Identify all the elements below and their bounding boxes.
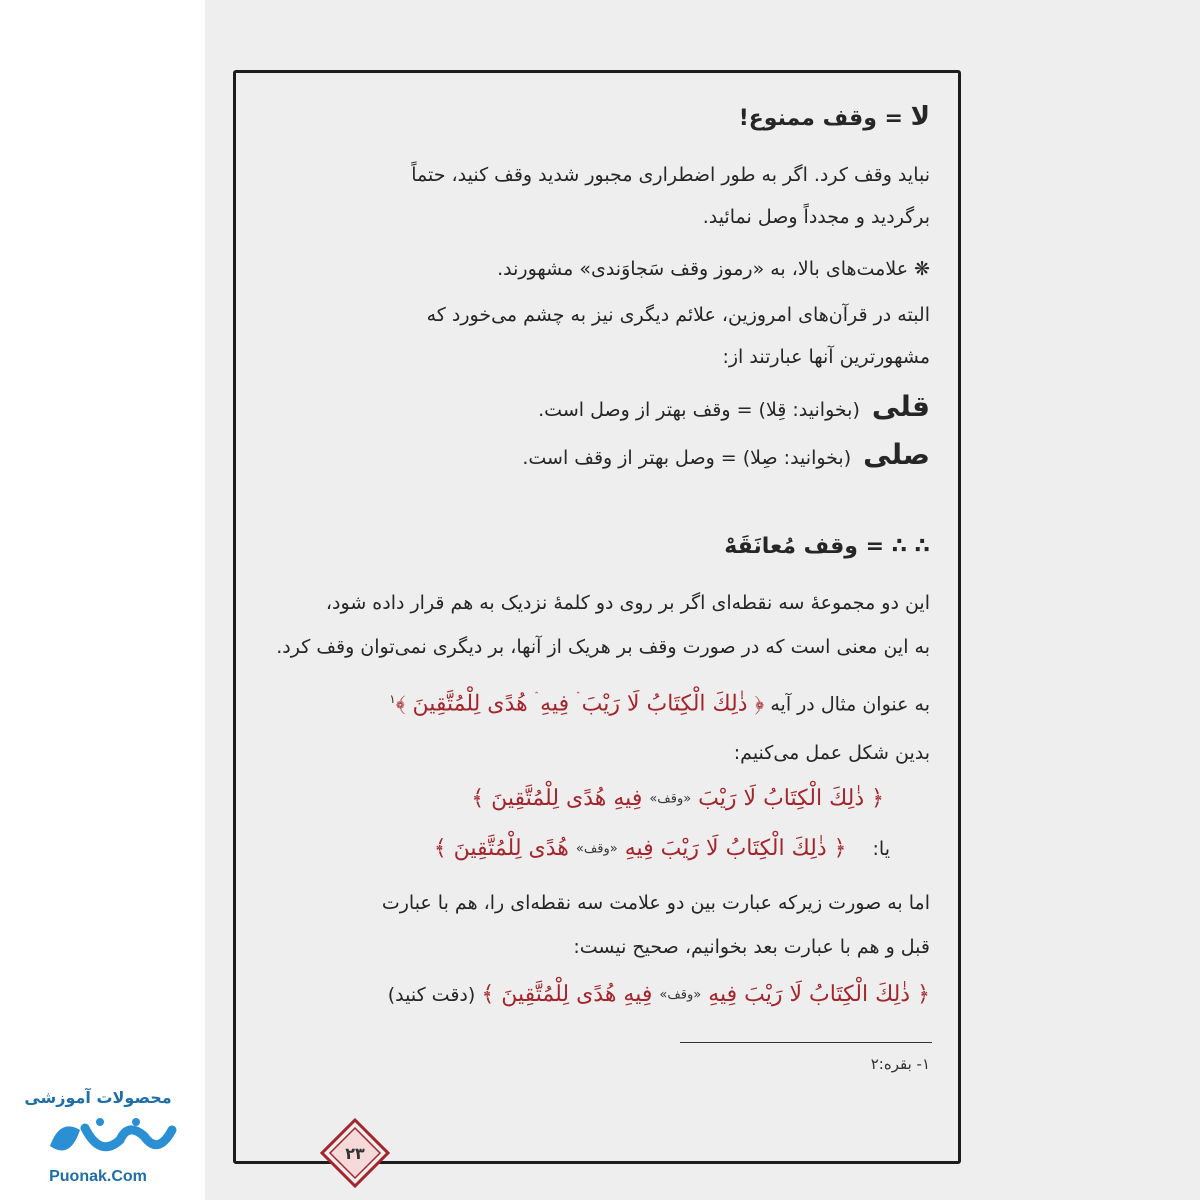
watermark-logo-icon <box>40 1108 180 1168</box>
page-number-badge <box>320 1118 390 1188</box>
note-sajawandi: ❋ علامت‌های بالا، به «رموز وقف سَجاوَندی» مشهورند. <box>497 258 930 280</box>
watermark-logo-text: پونک <box>109 1164 111 1165</box>
verse-option-a <box>258 784 884 815</box>
paragraph-1-line-1: نباید وقف کرد. اگر به طور اضطراری مجبور شدید وقف کنید، حتماً <box>411 164 930 186</box>
example-outro: بدین شکل عمل می‌کنیم: <box>733 742 930 764</box>
qli-text: (بخوانید: قِلا) = وقف بهتر از وصل است. <box>538 399 866 421</box>
verse-option-b <box>258 834 930 865</box>
verse-b-waqf: «وقف» <box>575 841 618 857</box>
verse-b-part1: ﴿ ذٰلِكَ الْكِتَابُ لَا رَيْبَ فِيهِ <box>617 836 847 861</box>
qli-symbol: قلی <box>871 390 930 423</box>
verse-a-waqf: «وقف» <box>649 791 692 807</box>
ya-label: یا: <box>872 838 890 860</box>
la-symbol: لا <box>910 102 930 132</box>
la-heading-text: = وقف ممنوع! <box>738 106 911 131</box>
sli-definition <box>258 440 930 473</box>
watermark-url: Puonak.Com <box>49 1168 147 1185</box>
verse-c-part1: ﴿ ذٰلِكَ الْكِتَابُ لَا رَيْبَ فِيهِ <box>701 982 930 1007</box>
qli-definition <box>258 392 930 425</box>
paragraph-1-line-2: برگردید و مجدداً وصل نمائید. <box>702 206 930 228</box>
example-line <box>258 684 930 719</box>
footnote-marker: ۱ <box>389 692 396 706</box>
verse-b-part2: هُدًى لِلْمُتَّقِينَ ﴾ <box>433 836 576 861</box>
sli-text: (بخوانید: صِلا) = وصل بهتر از وقف است. <box>522 447 858 469</box>
muanaqa-symbol: ∴ ∴ <box>891 534 930 559</box>
paragraph-3-line-2: به این معنی است که در صورت وقف بر هریک از آنها، بر دیگری نمی‌توان وقف کرد. <box>276 636 930 658</box>
watermark-brand-fa: محصولات آموزشی <box>24 1088 172 1107</box>
muanaqa-heading-text: = وقف مُعانَقَهْ <box>724 534 892 559</box>
paragraph-4-line-2: قبل و هم با عبارت بعد بخوانیم، صحیح نیست: <box>573 936 930 958</box>
verse-a-part2: فِيهِ هُدًى لِلْمُتَّقِينَ ﴾ <box>471 786 650 811</box>
verse-c-waqf: «وقف» <box>659 987 702 1003</box>
verse-c-note: (دقت کنید) <box>387 984 482 1006</box>
paragraph-4-line-1: اما به صورت زیرکه عبارت بین دو علامت سه نقطه‌ای را، هم با عبارت <box>381 892 930 914</box>
paragraph-3-line-1: این دو مجموعهٔ سه نقطه‌ای اگر بر روی دو کلمهٔ نزدیک به هم قرار داده شود، <box>325 592 930 614</box>
footnote-text: ۱- بقره:۲ <box>870 1055 930 1073</box>
paragraph-2-line-2: مشهورترین آنها عبارتند از: <box>722 346 930 368</box>
example-intro: به عنوان مثال در آیه <box>770 693 930 716</box>
page-number: ۲۳ <box>345 1144 365 1163</box>
verse-option-c <box>258 980 930 1011</box>
verse-c-part2: فِيهِ هُدًى لِلْمُتَّقِينَ ﴾ <box>481 982 660 1007</box>
sli-symbol: صلی <box>863 438 930 471</box>
paragraph-2-line-1: البته در قرآن‌های امروزین، علائم دیگری نیز به چشم می‌خورد که <box>426 304 930 326</box>
heading-muanaqa <box>258 532 930 562</box>
heading-la <box>258 102 930 134</box>
footnote-rule <box>680 1042 932 1043</box>
verse-a-part1: ﴿ ذٰلِكَ الْكِتَابُ لَا رَيْبَ <box>691 786 884 811</box>
example-verse: ﴿ ذٰلِكَ الْكِتَابُ لَا رَيْبَ ۛ فِيهِ ۛ هُدًى لِلْمُتَّقِينَ ﴾ <box>395 691 765 717</box>
